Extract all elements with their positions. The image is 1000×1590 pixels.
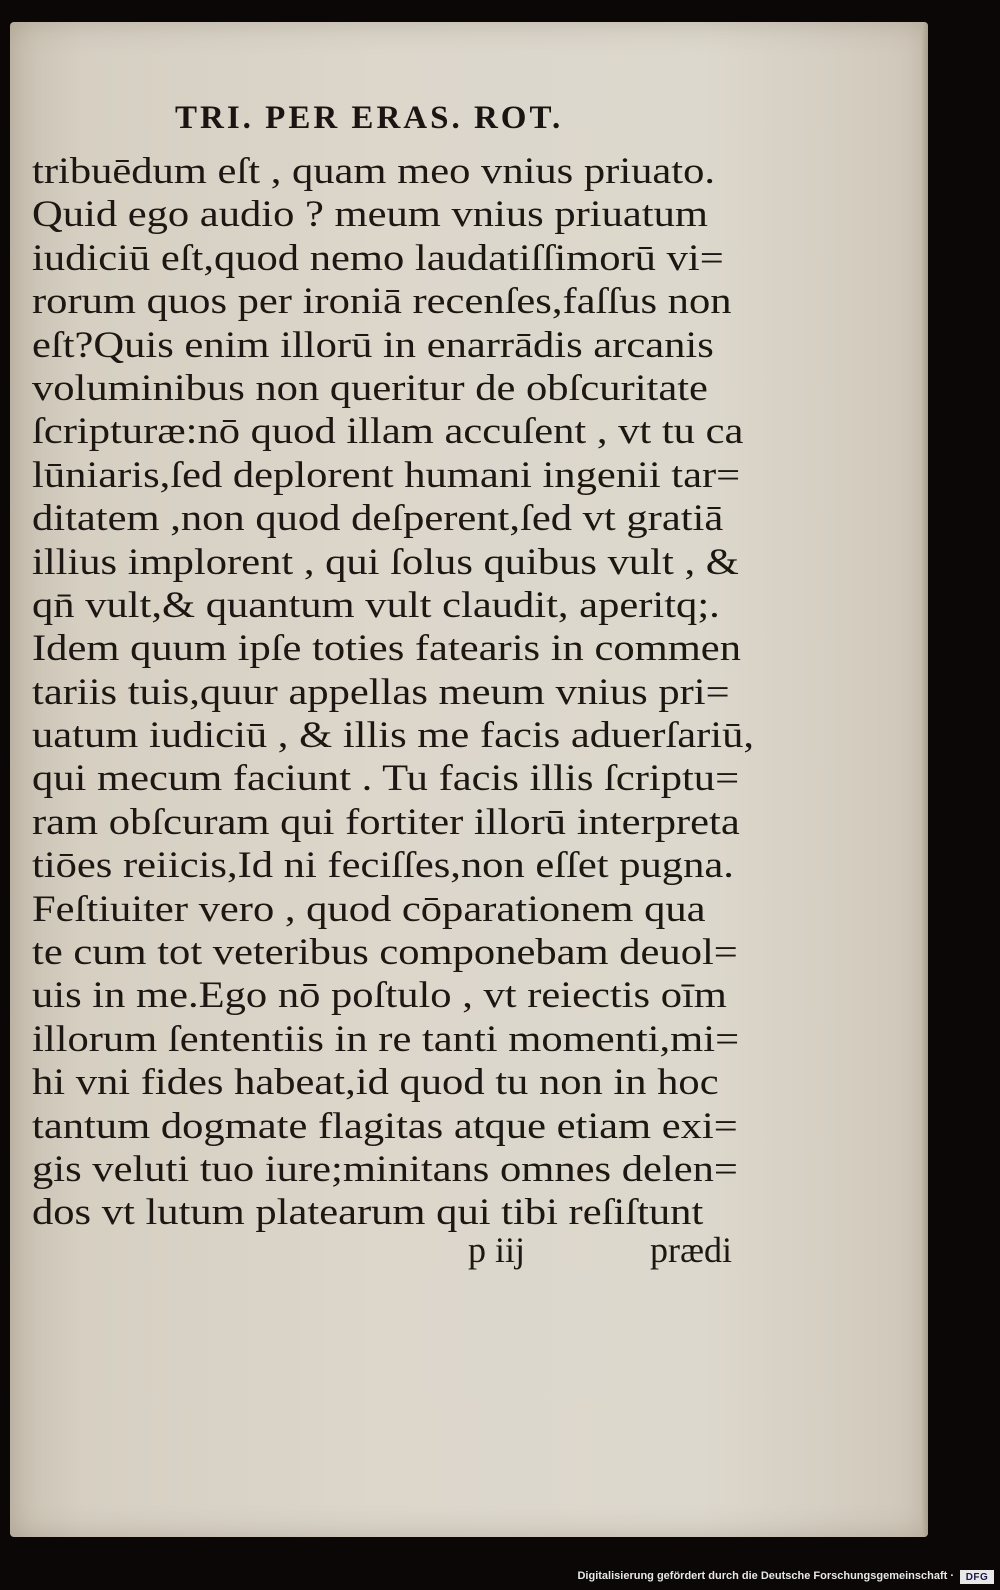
text-line: te cum tot veteribus componebam deuol= xyxy=(32,932,738,974)
body-text xyxy=(32,150,772,1235)
text-line: uis in me.Ego nō poſtulo , vt reiectis oīm xyxy=(32,975,727,1017)
text-line: rorum quos per ironiā recenſes,faſſus non xyxy=(32,281,732,323)
text-line: tiōes reiicis,Id ni feciſſes,non eſſet pugna. xyxy=(32,845,734,887)
text-line: dos vt lutum platearum qui tibi reſiſtunt xyxy=(32,1192,704,1234)
digitization-credit: Digitalisierung gefördert durch die Deutsche Forschungsgemeinschaft · xyxy=(577,1570,954,1582)
text-line: illorum ſententiis in re tanti momenti,mi= xyxy=(32,1018,740,1060)
dfg-logo: DFG xyxy=(960,1570,994,1584)
text-line: ram obſcuram qui fortiter illorū interpreta xyxy=(32,801,740,843)
page-footer xyxy=(10,1229,928,1279)
text-line: qn̄ vult,& quantum vult claudit, aperitq;. xyxy=(32,584,720,626)
page-edge xyxy=(922,22,928,1537)
text-line: qui mecum faciunt . Tu facis illis ſcriptu= xyxy=(32,758,740,800)
book-page xyxy=(10,22,928,1537)
text-line: voluminibus non queritur de obſcuritate xyxy=(32,367,708,409)
text-line: tariis tuis,quur appellas meum vnius pri= xyxy=(32,671,730,713)
text-line: tribuēdum eſt , quam meo vnius priuato. xyxy=(32,151,716,192)
text-line: ſcripturæ:nō quod illam accuſent , vt tu ca xyxy=(32,411,744,453)
text-line: ditatem ,non quod deſperent,ſed vt gratiā xyxy=(32,498,724,540)
text-line: Idem quum ipſe toties fatearis in commen xyxy=(32,628,741,670)
text-line: Feſtiuiter vero , quod cōparationem qua xyxy=(32,888,706,930)
text-line: gis veluti tuo iure;minitans omnes delen= xyxy=(32,1148,738,1190)
text-line: eſt?Quis enim illorū in enarrādis arcanis xyxy=(32,324,714,366)
running-head: TRI. PER ERAS. ROT. xyxy=(175,100,564,136)
text-line: hi vni fides habeat,id quod tu non in hoc xyxy=(32,1062,719,1104)
text-line: tantum dogmate flagitas atque etiam exi= xyxy=(32,1105,738,1147)
text-line: Quid ego audio ? meum vnius priuatum xyxy=(32,194,708,236)
text-line: lūniaris,ſed deplorent humani ingenii tar= xyxy=(32,454,741,496)
catchword: prædi xyxy=(650,1230,733,1270)
text-line: iudiciū eſt,quod nemo laudatiſſimorū vi= xyxy=(32,237,724,279)
text-line: illius implorent , qui ſolus quibus vult , & xyxy=(32,541,739,583)
signature-mark: p iij xyxy=(468,1230,526,1270)
text-line: uatum iudiciū , & illis me facis aduerſariū, xyxy=(32,715,754,757)
